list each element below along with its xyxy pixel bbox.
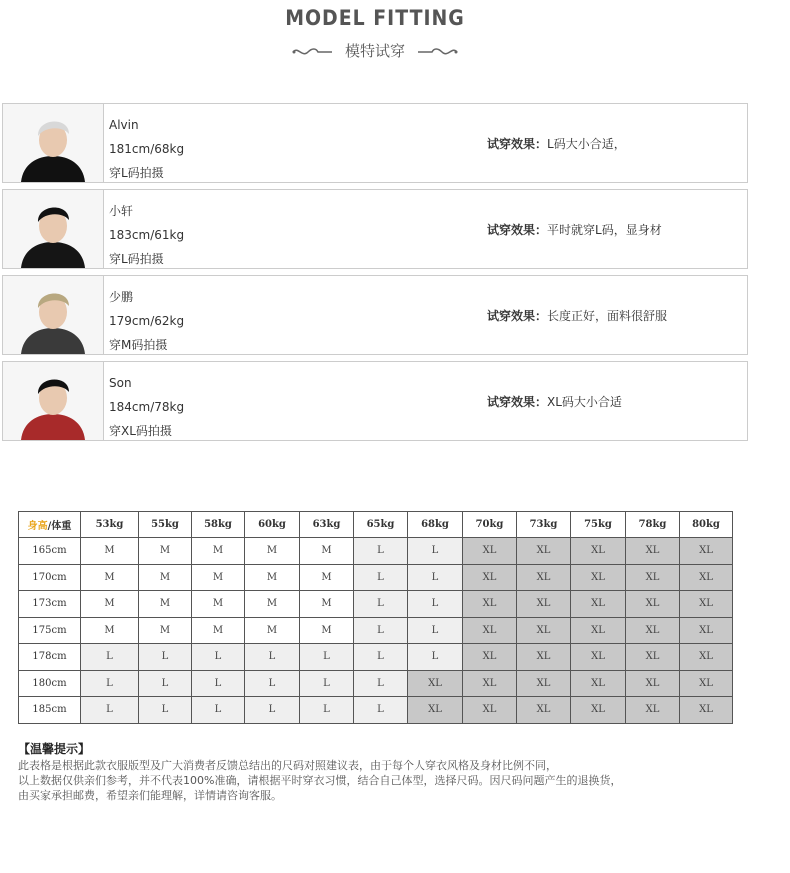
size-cell: L [139, 670, 192, 697]
size-cell: L [300, 697, 354, 724]
height-cell: 178cm [19, 644, 81, 671]
model-size-note: 穿L码拍摄 [109, 252, 164, 266]
size-cell: M [81, 538, 139, 565]
weight-header: 63kg [300, 512, 354, 538]
corner-height-label: 身高 [27, 521, 48, 532]
size-cell: M [300, 538, 354, 565]
table-row [19, 591, 733, 618]
size-cell: L [245, 644, 300, 671]
size-cell: L [192, 697, 245, 724]
height-cell: 175cm [19, 617, 81, 644]
size-cell: L [81, 670, 139, 697]
size-cell: M [81, 564, 139, 591]
size-cell: M [139, 591, 192, 618]
size-cell: XL [517, 644, 571, 671]
size-cell: M [81, 591, 139, 618]
size-cell: XL [571, 617, 626, 644]
height-cell: 173cm [19, 591, 81, 618]
page-subtitle [0, 40, 750, 61]
model-photo [3, 276, 104, 354]
size-cell: XL [517, 617, 571, 644]
size-cell: XL [463, 644, 517, 671]
size-cell: XL [626, 697, 680, 724]
size-cell: XL [463, 538, 517, 565]
model-info [109, 371, 184, 443]
size-cell: M [192, 617, 245, 644]
model-info [109, 199, 184, 271]
tips-line: 由买家承担邮费，希望亲们能理解，详情请咨询客服。 [18, 789, 282, 802]
size-cell: M [245, 564, 300, 591]
size-cell: M [81, 617, 139, 644]
model-fit-evaluation [487, 307, 667, 324]
model-name: Son [109, 376, 132, 390]
model-name: 小轩 [109, 204, 134, 218]
size-cell: L [354, 591, 408, 618]
model-photo [3, 104, 104, 182]
size-cell: XL [517, 538, 571, 565]
model-stats: 181cm/68kg [109, 142, 185, 156]
corner-header [19, 512, 81, 538]
size-cell: XL [408, 670, 463, 697]
size-cell: L [408, 538, 463, 565]
size-cell: XL [680, 697, 733, 724]
size-cell: M [245, 617, 300, 644]
size-cell: XL [571, 644, 626, 671]
size-cell: L [192, 644, 245, 671]
height-cell: 180cm [19, 670, 81, 697]
model-size-note: 穿L码拍摄 [109, 166, 164, 180]
size-cell: M [245, 591, 300, 618]
weight-header: 78kg [626, 512, 680, 538]
size-cell: XL [626, 564, 680, 591]
weight-header: 65kg [354, 512, 408, 538]
size-cell: M [192, 564, 245, 591]
tips-title: 【温馨提示】 [18, 742, 91, 756]
tips-body [18, 758, 718, 803]
height-cell: 170cm [19, 564, 81, 591]
eval-label: 试穿效果： [487, 223, 548, 237]
right-ornament-icon [416, 46, 458, 58]
model-size-note: 穿M码拍摄 [109, 338, 168, 352]
size-cell: XL [517, 697, 571, 724]
size-cell: L [300, 644, 354, 671]
weight-header: 60kg [245, 512, 300, 538]
size-cell: L [139, 697, 192, 724]
size-cell: XL [680, 591, 733, 618]
size-cell: L [408, 564, 463, 591]
size-cell: M [300, 617, 354, 644]
size-cell: XL [680, 564, 733, 591]
size-cell: M [192, 591, 245, 618]
model-photo [3, 190, 104, 268]
weight-header: 80kg [680, 512, 733, 538]
size-cell: M [139, 617, 192, 644]
size-cell: XL [680, 538, 733, 565]
model-fit-evaluation [487, 393, 622, 410]
model-card [2, 103, 748, 183]
size-cell: L [245, 697, 300, 724]
size-cell: M [139, 538, 192, 565]
model-card [2, 189, 748, 269]
size-chart-table [18, 511, 733, 724]
height-cell: 165cm [19, 538, 81, 565]
weight-header: 53kg [81, 512, 139, 538]
size-cell: L [245, 670, 300, 697]
size-cell: XL [463, 697, 517, 724]
size-cell: XL [517, 591, 571, 618]
eval-label: 试穿效果： [487, 137, 548, 151]
size-cell: XL [571, 538, 626, 565]
subtitle-text: 模特试穿 [344, 42, 405, 60]
size-cell: L [354, 670, 408, 697]
size-cell: L [81, 697, 139, 724]
eval-text: 平时就穿L码，显身材 [547, 223, 662, 237]
model-stats: 183cm/61kg [109, 228, 185, 242]
size-cell: XL [626, 538, 680, 565]
tips-line: 以上数据仅供亲们参考，并不代表100%准确，请根据平时穿衣习惯，结合自己体型，选择尺码。因尺码问题产生的退换货， [18, 774, 622, 787]
size-cell: XL [680, 617, 733, 644]
size-cell: XL [463, 591, 517, 618]
weight-header: 58kg [192, 512, 245, 538]
table-row [19, 617, 733, 644]
size-cell: L [354, 617, 408, 644]
size-cell: XL [626, 644, 680, 671]
model-info [109, 285, 184, 357]
size-cell: L [81, 644, 139, 671]
eval-text: L码大小合适， [547, 137, 626, 151]
size-cell: XL [626, 617, 680, 644]
size-cell: XL [571, 697, 626, 724]
size-cell: M [300, 591, 354, 618]
size-cell: XL [571, 564, 626, 591]
size-cell: M [245, 538, 300, 565]
size-cell: L [354, 697, 408, 724]
tips-line: 此表格是根据此款衣服版型及广大消费者反馈总结出的尺码对照建议表，由于每个人穿衣风格及身材比例不同， [18, 759, 557, 772]
size-cell: L [354, 538, 408, 565]
model-name: Alvin [109, 118, 139, 132]
size-cell: L [408, 617, 463, 644]
page-title: MODEL FITTING [285, 6, 465, 30]
model-card [2, 275, 748, 355]
size-cell: M [300, 564, 354, 591]
size-cell: M [139, 564, 192, 591]
size-cell: XL [571, 591, 626, 618]
model-size-note: 穿XL码拍摄 [109, 424, 172, 438]
model-card [2, 361, 748, 441]
eval-text: XL码大小合适 [547, 395, 622, 409]
size-cell: XL [463, 617, 517, 644]
model-fit-evaluation [487, 135, 626, 152]
table-row [19, 644, 733, 671]
left-ornament-icon [292, 46, 334, 58]
weight-header: 75kg [571, 512, 626, 538]
table-header-row [19, 512, 733, 538]
size-cell: L [139, 644, 192, 671]
eval-text: 长度正好，面料很舒服 [547, 309, 668, 323]
size-cell: L [300, 670, 354, 697]
size-cell: L [354, 644, 408, 671]
model-name: 少鹏 [109, 290, 134, 304]
size-cell: XL [626, 591, 680, 618]
table-row [19, 697, 733, 724]
size-cell: XL [626, 670, 680, 697]
size-cell: XL [571, 670, 626, 697]
size-cell: L [192, 670, 245, 697]
weight-header: 68kg [408, 512, 463, 538]
weight-header: 55kg [139, 512, 192, 538]
eval-label: 试穿效果： [487, 395, 548, 409]
table-row [19, 670, 733, 697]
model-info [109, 113, 184, 185]
size-cell: M [192, 538, 245, 565]
model-fit-evaluation [487, 221, 662, 238]
size-cell: XL [408, 697, 463, 724]
model-stats: 184cm/78kg [109, 400, 185, 414]
size-cell: L [354, 564, 408, 591]
model-photo [3, 362, 104, 440]
eval-label: 试穿效果： [487, 309, 548, 323]
size-cell: L [408, 591, 463, 618]
size-cell: XL [517, 564, 571, 591]
size-cell: XL [517, 670, 571, 697]
model-stats: 179cm/62kg [109, 314, 185, 328]
corner-weight-label: /体重 [47, 521, 72, 532]
size-cell: XL [463, 670, 517, 697]
size-cell: L [408, 644, 463, 671]
weight-header: 70kg [463, 512, 517, 538]
table-row [19, 564, 733, 591]
size-cell: XL [463, 564, 517, 591]
table-row [19, 538, 733, 565]
weight-header: 73kg [517, 512, 571, 538]
height-cell: 185cm [19, 697, 81, 724]
size-cell: XL [680, 670, 733, 697]
size-cell: XL [680, 644, 733, 671]
